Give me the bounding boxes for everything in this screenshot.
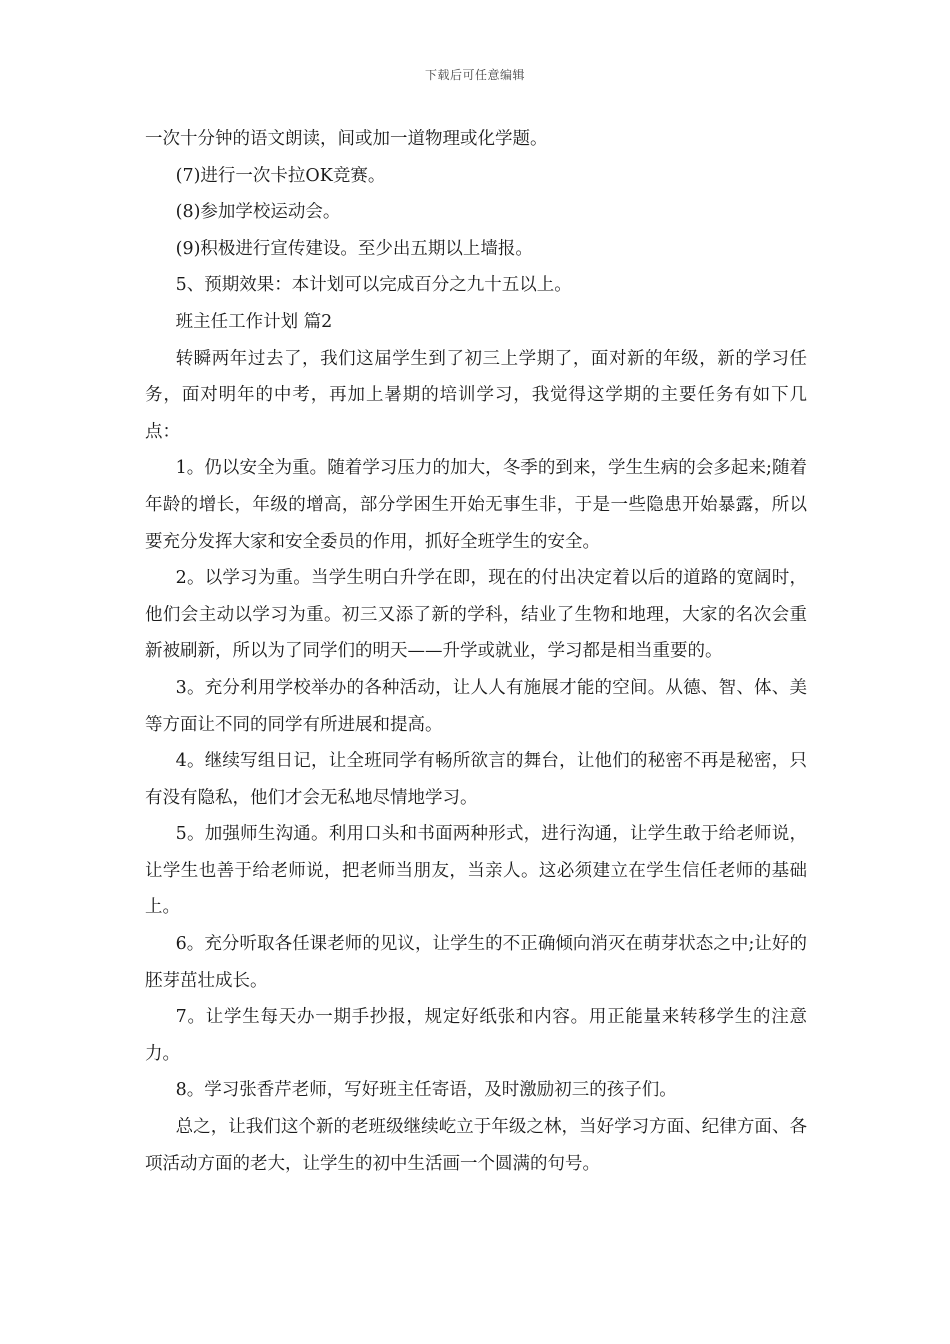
task-item-5: 5。加强师生沟通。利用口头和书面两种形式，进行沟通，让学生敢于给老师说，让学生也善于给老师说，把老师当朋友，当亲人。这必须建立在学生信任老师的基础上。	[145, 824, 807, 918]
intro-paragraph: 转瞬两年过去了，我们这届学生到了初三上学期了，面对新的年级，新的学习任务，面对明年的中考，再加上暑期的培训学习，我觉得这学期的主要任务有如下几点：	[145, 348, 807, 442]
section-title: 班主任工作计划 篇2	[175, 311, 333, 332]
task-item-3: 3。充分利用学校举办的各种活动，让人人有施展才能的空间。从德、智、体、美等方面让不同的同学有所进展和提高。	[145, 677, 807, 735]
list-item-8: (8)参加学校运动会。	[175, 202, 341, 223]
paragraph-continuation: 一次十分钟的语文朗读，间或加一道物理或化学题。	[145, 129, 548, 149]
task-item-7: 7。让学生每天办一期手抄报，规定好纸张和内容。用正能量来转移学生的注意力。	[145, 1007, 807, 1064]
task-item-1: 1。仍以安全为重。随着学习压力的加大，冬季的到来，学生生病的会多起来;随着年龄的增长，年级的增高，部分学困生开始无事生非，于是一些隐患开始暴露，所以要充分发挥大家和安全委员的作用，抓好全班学生的安全。	[145, 458, 807, 552]
document-body	[145, 121, 807, 1182]
list-item-9: (9)积极进行宣传建设。至少出五期以上墙报。	[175, 238, 533, 259]
expected-effect: 5、预期效果：本计划可以完成百分之九十五以上。	[175, 275, 572, 296]
page-header: 下载后可任意编辑	[424, 68, 525, 82]
task-item-2: 2。以学习为重。当学生明白升学在即，现在的付出决定着以后的道路的宽阔时，他们会主动以学习为重。初三又添了新的学科，结业了生物和地理，大家的名次会重新被刷新，所以为了同学们的明天——升学或就业，学习都是相当重要的。	[145, 568, 807, 662]
list-item-7: (7)进行一次卡拉OK竞赛。	[175, 165, 386, 186]
conclusion-paragraph: 总之，让我们这个新的老班级继续屹立于年级之林，当好学习方面、纪律方面、各项活动方面的老大，让学生的初中生活画一个圆满的句号。	[145, 1117, 807, 1174]
task-item-6: 6。充分听取各任课老师的见议，让学生的不正确倾向消灭在萌芽状态之中;让好的胚芽茁壮成长。	[145, 934, 807, 991]
task-item-4: 4。继续写组日记，让全班同学有畅所欲言的舞台，让他们的秘密不再是秘密，只有没有隐私，他们才会无私地尽情地学习。	[145, 751, 807, 808]
task-item-8: 8。学习张香芹老师，写好班主任寄语，及时激励初三的孩子们。	[175, 1080, 677, 1101]
